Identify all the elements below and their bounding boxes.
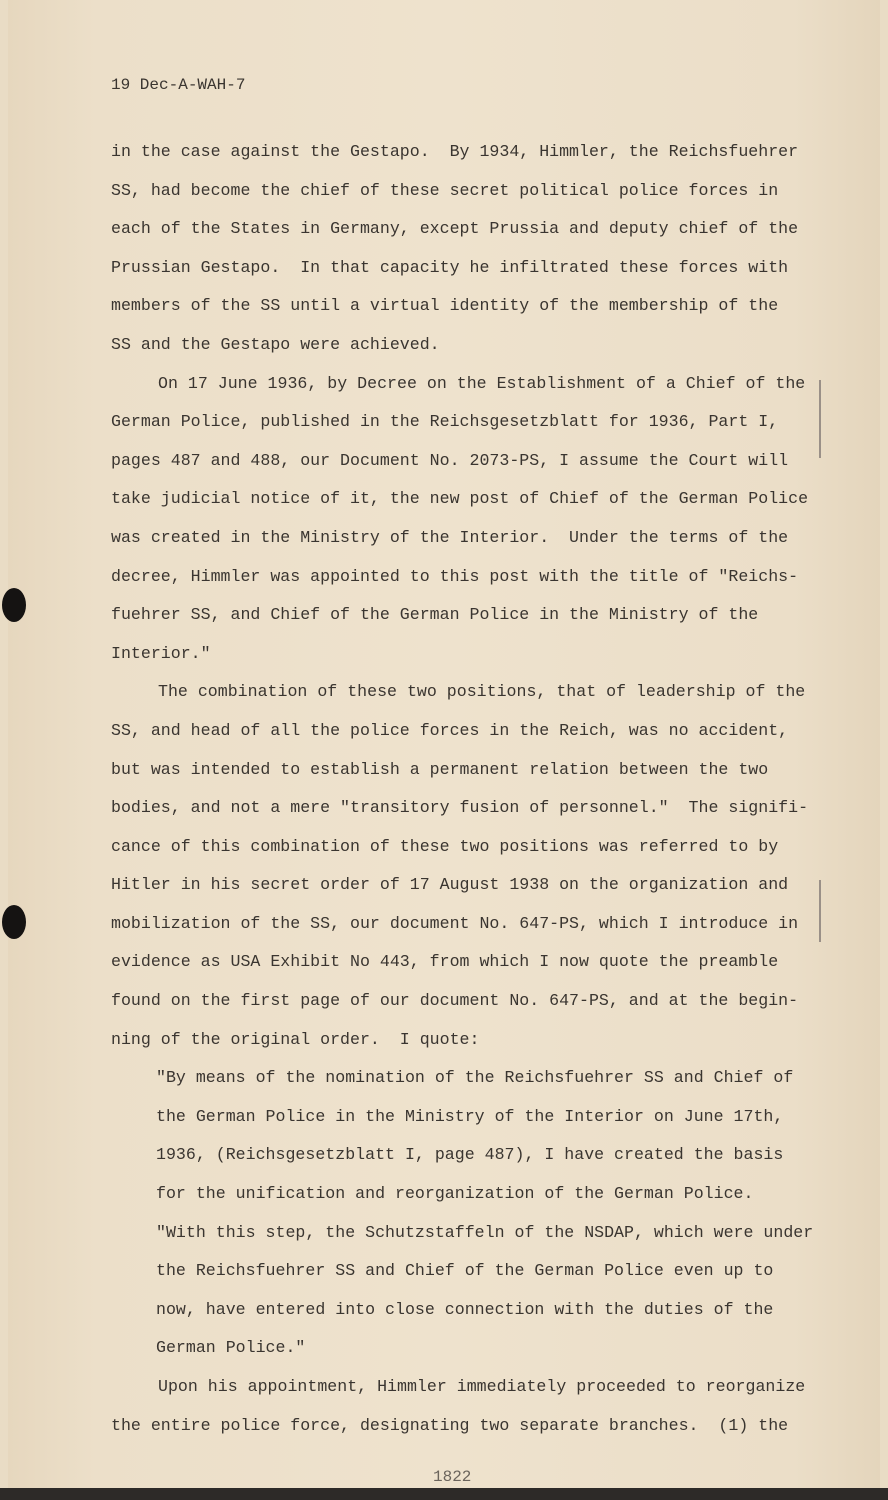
text-line: German Police, published in the Reichsgesetzblatt for 1936, Part I, [111, 412, 779, 432]
text-line: for the unification and reorganization of the German Police. [156, 1184, 754, 1204]
text-line: Prussian Gestapo. In that capacity he infiltrated these forces with [111, 257, 789, 277]
text-line: SS, had become the chief of these secret political police forces in [111, 180, 779, 200]
text-line: Hitler in his secret order of 17 August 1938 on the organization and [111, 875, 789, 895]
text-line: mobilization of the SS, our document No. 647-PS, which I introduce in [111, 913, 799, 933]
document-page [8, 0, 880, 1488]
text-line: now, have entered into close connection with the duties of the [156, 1299, 774, 1319]
text-line: the entire police force, designating two separate branches. (1) the [111, 1415, 789, 1435]
text-line: fuehrer SS, and Chief of the German Police in the Ministry of the [111, 605, 759, 625]
document-body [111, 133, 813, 1445]
text-line: Upon his appointment, Himmler immediately proceeded to reorganize [158, 1377, 806, 1396]
text-line: bodies, and not a mere "transitory fusion of personnel." The signifi- [111, 798, 809, 818]
text-line: found on the first page of our document No. 647-PS, and at the begin- [111, 991, 799, 1011]
punch-hole [2, 588, 26, 622]
margin-mark [819, 380, 821, 458]
text-line: pages 487 and 488, our Document No. 2073-PS, I assume the Court will [111, 450, 789, 470]
text-line: each of the States in Germany, except Prussia and deputy chief of the [111, 219, 799, 239]
text-line: Interior." [111, 643, 211, 663]
text-line: SS and the Gestapo were achieved. [111, 334, 440, 354]
text-line: the German Police in the Ministry of the Interior on June 17th, [156, 1106, 784, 1126]
text-line: was created in the Ministry of the Interior. Under the terms of the [111, 527, 789, 547]
text-line: in the case against the Gestapo. By 1934, Himmler, the Reichsfuehrer [111, 142, 799, 161]
text-line: "With this step, the Schutzstaffeln of the NSDAP, which were under [156, 1222, 814, 1242]
document-id: 19 Dec-A-WAH-7 [111, 76, 246, 94]
text-line: but was intended to establish a permanent relation between the two [111, 759, 769, 779]
text-line: the Reichsfuehrer SS and Chief of the German Police even up to [156, 1261, 774, 1281]
text-line: take judicial notice of it, the new post of Chief of the German Police [111, 489, 809, 509]
text-line: The combination of these two positions, that of leadership of the [158, 682, 806, 702]
scan-edge [0, 1488, 888, 1500]
text-line: "By means of the nomination of the Reichsfuehrer SS and Chief of [156, 1068, 794, 1088]
text-line: SS, and head of all the police forces in the Reich, was no accident, [111, 720, 789, 740]
text-line: German Police." [156, 1338, 306, 1358]
text-line: 1936, (Reichsgesetzblatt I, page 487), I have created the basis [156, 1145, 784, 1165]
text-line: On 17 June 1936, by Decree on the Establishment of a Chief of the [158, 373, 806, 393]
punch-hole [2, 905, 26, 939]
text-line: decree, Himmler was appointed to this post with the title of "Reichs- [111, 566, 799, 586]
text-line: evidence as USA Exhibit No 443, from which I now quote the preamble [111, 952, 779, 972]
text-line: cance of this combination of these two positions was referred to by [111, 836, 779, 856]
text-line: ning of the original order. I quote: [111, 1029, 480, 1049]
text-line: members of the SS until a virtual identity of the membership of the [111, 296, 779, 316]
margin-mark [819, 880, 821, 942]
page-number: 1822 [433, 1468, 472, 1486]
